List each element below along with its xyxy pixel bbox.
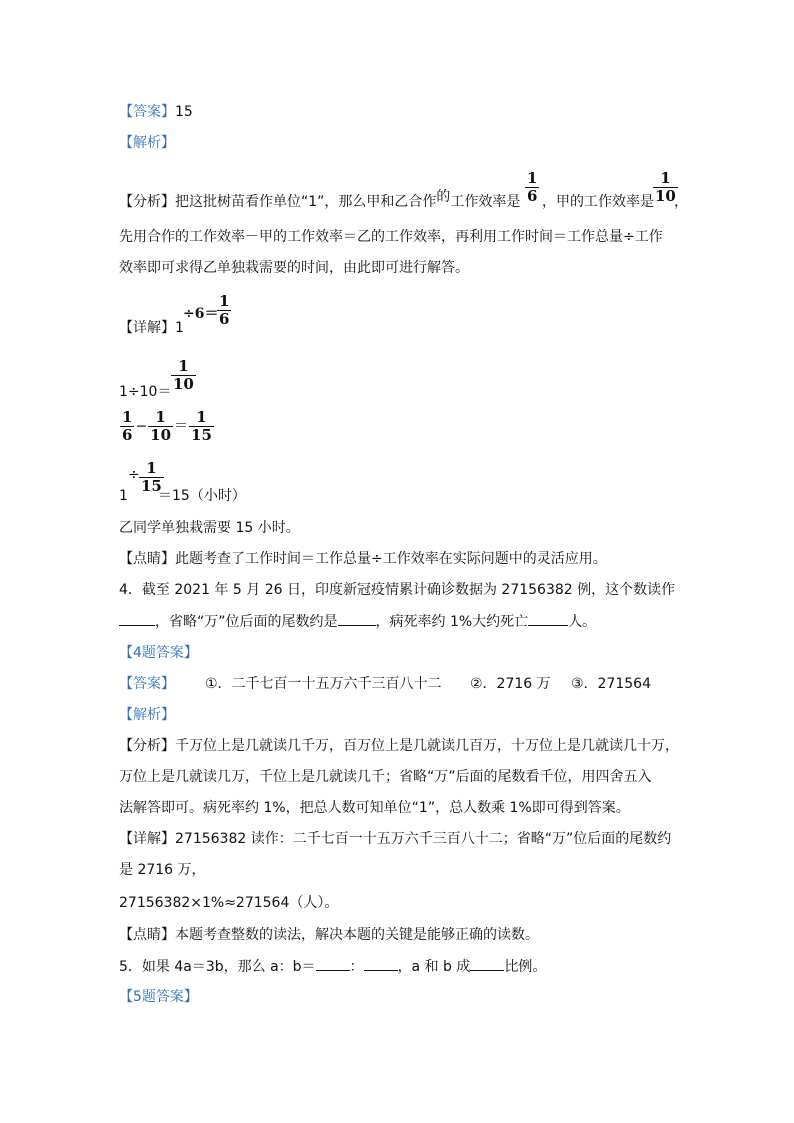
- math-text: 1: [175, 320, 184, 336]
- detail-tag: 【详解】: [119, 320, 175, 336]
- analysis-text: 把这批树苗看作单位“1”，那么甲和乙合作: [175, 194, 437, 210]
- detail-line-2: 是 2716 万，: [119, 862, 206, 878]
- detail-line-1: [119, 318, 184, 338]
- answer-item-3: ③．271564: [571, 676, 651, 692]
- math-operator: ÷: [128, 467, 140, 483]
- fraction-denominator: 6: [122, 426, 133, 444]
- question-text: ，省略“万”位后面的尾数约是: [155, 614, 338, 630]
- analysis-tag: 【解析】: [119, 707, 175, 723]
- fraction: [171, 358, 196, 393]
- question-text: ：: [349, 959, 364, 975]
- math-text: 1: [119, 488, 128, 504]
- detail-line-3: 27156382×1%≈271564（人）。: [119, 895, 339, 911]
- fraction-denominator: 6: [219, 310, 230, 328]
- fraction-denominator: 10: [150, 426, 172, 444]
- answer-blank: [316, 956, 350, 971]
- remark-line: [119, 549, 607, 569]
- question-text: 比例。: [504, 959, 547, 975]
- analysis-text: 的: [436, 189, 451, 205]
- question-text: ，a 和 b 成: [397, 959, 471, 975]
- detail-line-1: [119, 829, 671, 849]
- fraction-numerator: 1: [527, 169, 538, 187]
- detail-line-3: [119, 409, 215, 444]
- analysis-line-2: 万位上是几就读几万，千位上是几就读几千；省略“万”后面的尾数看千位，用四舍五入: [119, 769, 652, 785]
- question-text: 5．如果 4a＝3b，那么 a：b＝: [119, 959, 316, 975]
- answer-item-1: ①．二千七百一十五万六千三百八十二: [205, 676, 442, 692]
- remark-tag: 【点睛】: [119, 551, 175, 567]
- remark-text: 本题考查整数的读法，解决本题的关键是能够正确的读数。: [175, 927, 539, 943]
- math-operator: −: [135, 418, 148, 435]
- question-4-line-1: 4．截至 2021 年 5 月 26 日，印度新冠疫情累计确诊数据为 27156382 例，这个数读作: [119, 582, 676, 598]
- answer-value: 15: [175, 104, 193, 120]
- fraction-denominator: 10: [173, 375, 194, 393]
- question-4-line-2: [119, 611, 596, 632]
- fraction-denominator: 15: [191, 426, 212, 444]
- answer-tag: 【答案】: [119, 676, 175, 692]
- fraction-numerator: 1: [653, 170, 678, 188]
- remark-tag: 【点睛】: [119, 927, 175, 943]
- analysis-line-1: [119, 736, 679, 756]
- analysis-tag: 【解析】: [119, 135, 175, 151]
- q4-answer-heading: 【4题答案】: [119, 645, 198, 661]
- analysis-text: ，甲的工作效率是: [542, 194, 654, 210]
- math-text: ＝15（小时）: [158, 488, 246, 504]
- fraction-numerator: 1: [148, 409, 173, 427]
- analysis-line-1: [119, 189, 521, 212]
- fraction-denominator: 10: [655, 187, 676, 205]
- fraction: [189, 409, 214, 444]
- remark-line: [119, 925, 539, 945]
- question-text: 人。: [568, 614, 597, 630]
- answer-blank: [119, 611, 155, 626]
- analysis-text: ，: [674, 194, 688, 210]
- analysis-text: 工作效率是: [450, 194, 521, 210]
- answer-blank: [364, 956, 398, 971]
- answer-blank: [528, 611, 568, 626]
- q5-answer-heading: 【5题答案】: [119, 989, 198, 1005]
- answer-blank: [338, 611, 376, 626]
- analysis-text: 千万位上是几就读几千万，百万位上是几就读几百万，十万位上是几就读几十万，: [175, 738, 679, 754]
- fraction-numerator: 1: [171, 358, 196, 376]
- fraction: [217, 293, 231, 328]
- question-5-line: [119, 956, 546, 977]
- fraction-numerator: 1: [122, 408, 133, 426]
- answer-blank: [470, 956, 504, 971]
- answer-item-2: ②．2716 万: [470, 676, 551, 692]
- fraction-denominator: 6: [527, 187, 538, 205]
- fraction-numerator: 1: [219, 292, 230, 310]
- fraction: [148, 409, 173, 444]
- fraction-numerator: 1: [139, 460, 164, 478]
- analysis-line-2: 先用合作的工作效率－甲的工作效率＝乙的工作效率，再利用工作时间＝工作总量÷工作: [119, 229, 663, 245]
- remark-text: 此题考查了工作时间＝工作总量÷工作效率在实际问题中的灵活应用。: [175, 551, 607, 567]
- analysis-tag: 【分析】: [119, 738, 175, 754]
- fraction: [120, 409, 134, 444]
- question-text: ，病死率约 1%大约死亡: [375, 614, 529, 630]
- answer-line: [119, 102, 193, 122]
- fraction-denominator: 15: [141, 477, 162, 495]
- fraction-numerator: 1: [189, 409, 214, 427]
- answer-tag: 【答案】: [119, 104, 175, 120]
- conclusion-line: 乙同学单独栽需要 15 小时。: [119, 520, 300, 536]
- analysis-line-3: 效率即可求得乙单独栽需要的时间，由此即可进行解答。: [119, 260, 469, 276]
- math-text: ÷6＝: [183, 306, 219, 322]
- answer-line: [119, 674, 175, 694]
- analysis-line-3: 法解答即可。病死率约 1%，把总人数可知单位“1”，总人数乘 1%即可得到答案。: [119, 800, 630, 816]
- detail-line-2: 1÷10＝: [119, 384, 172, 400]
- analysis-tag: 【分析】: [119, 194, 175, 210]
- detail-tag: 【详解】: [119, 831, 175, 847]
- math-operator: ＝: [174, 418, 189, 435]
- fraction: [525, 170, 539, 205]
- detail-text: 27156382 读作：二千七百一十五万六千三百八十二；省略“万”位后面的尾数约: [175, 831, 672, 847]
